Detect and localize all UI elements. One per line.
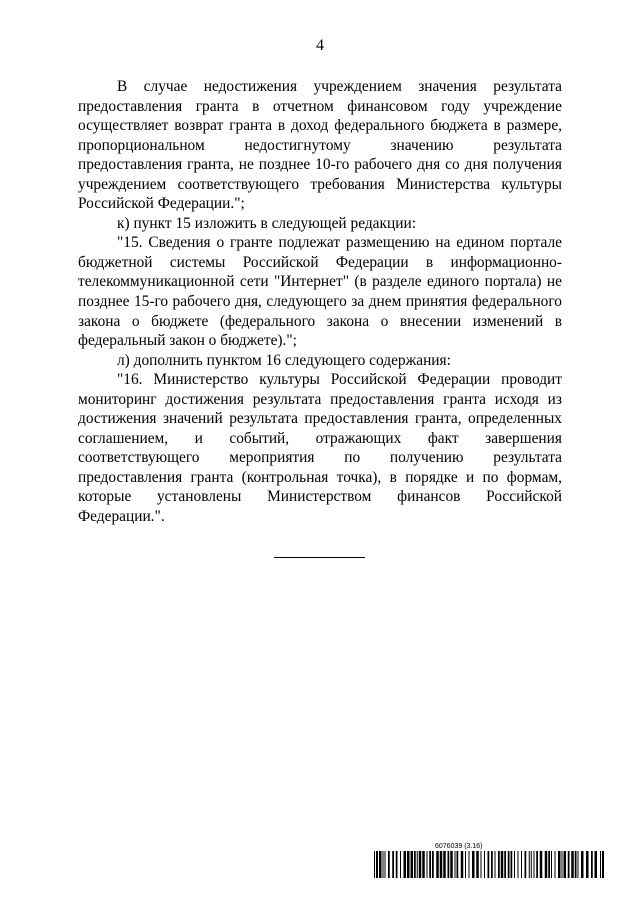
barcode-graphic (374, 851, 605, 878)
document-body (78, 77, 562, 527)
document-code: 6076039 (3.16) (435, 843, 483, 850)
paragraph-point-16: "16. Министерство культуры Российской Федерации проводит мониторинг достижения результата предоставления гранта исходя из достижения значений результата предоставления гранта, определенных соглашением, и событий, отражающих факт завершения соответствующего мероприятия по получению результата предоставления гранта (контрольная точка), в порядке и по формам, которые установлены Министерством финансов Российской Федерации.". (78, 371, 562, 526)
page-number: 4 (316, 37, 324, 54)
paragraph-grant-return: В случае недостижения учреждением значения результата предоставления гранта в отчетном финансовом году учреждение осуществляет возврат гранта в доход федерального бюджета в размере, пропорциональном недостигнутому значению результата предоставления гранта, не позднее 10-го рабочего дня со дня получения учреждением соответствующего требования Министерства культуры Российской Федерации."; (78, 78, 562, 213)
paragraph-point-15: "15. Сведения о гранте подлежат размещению на едином портале бюджетной системы Российской Федерации в информационно-телекоммуникационной сети "Интернет" (в разделе единого портала) не позднее 15-го рабочего дня, следующего за днем принятия федерального закона о бюджете (федерального закона о внесении изменений в федеральный закон о бюджете)."; (78, 234, 562, 350)
end-separator-line (274, 557, 365, 558)
paragraph-item-k: к) пункт 15 изложить в следующей редакции: (117, 214, 416, 232)
paragraph-item-l: л) дополнить пунктом 16 следующего содержания: (117, 351, 451, 369)
